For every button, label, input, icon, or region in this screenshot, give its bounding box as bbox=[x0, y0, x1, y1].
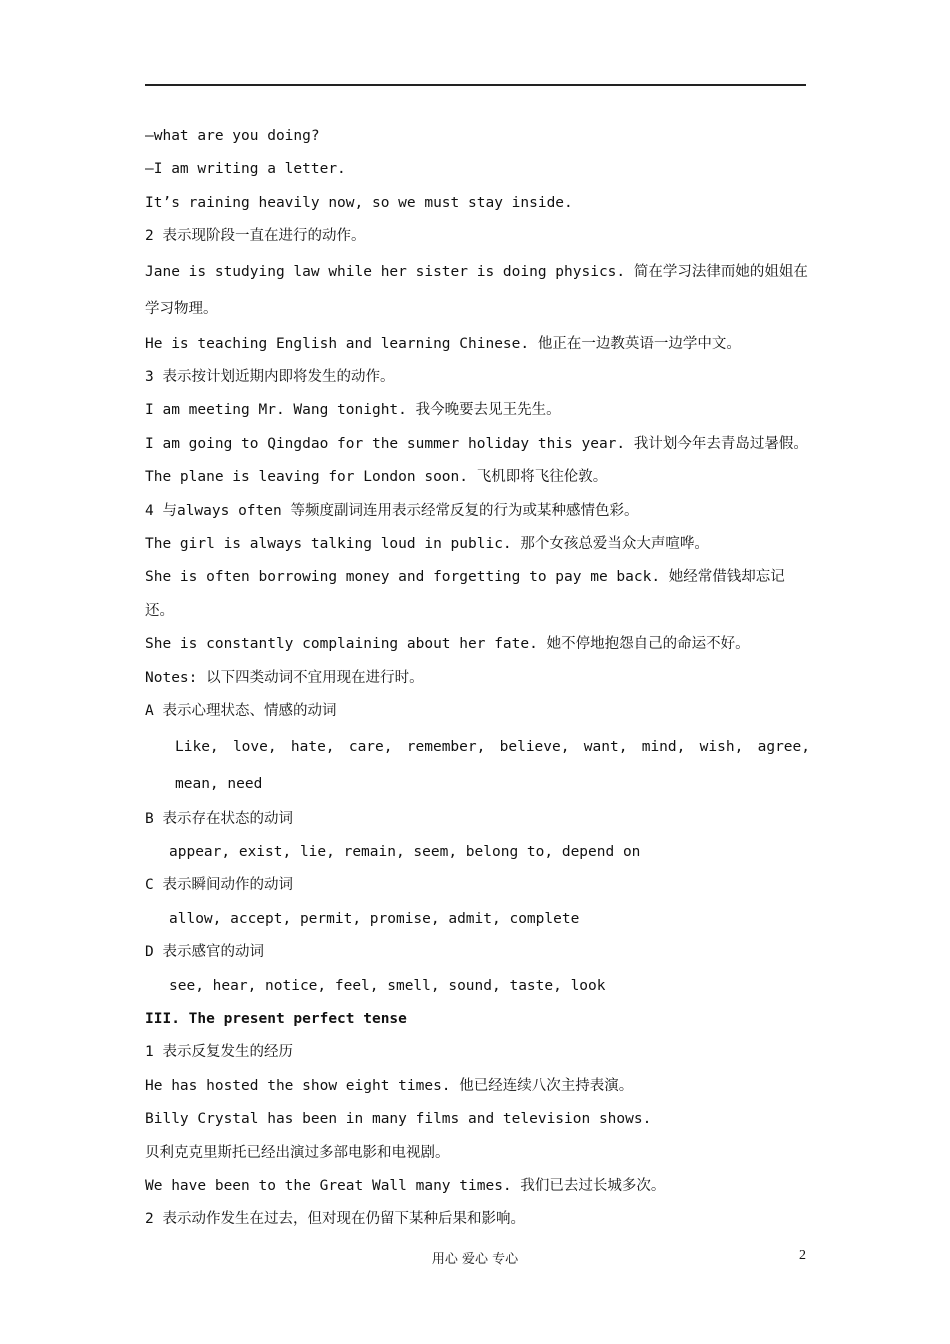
example-sentence: Billy Crystal has been in many films and television shows. bbox=[145, 1111, 652, 1128]
category-a-verbs: Like, love, hate, care, remember, believe, want, mind, wish, agree, mean, need bbox=[175, 738, 819, 792]
rule-heading-2: 2 表示现阶段一直在进行的动作。 bbox=[145, 228, 366, 245]
rule-heading-3: 3 表示按计划近期内即将发生的动作。 bbox=[145, 369, 395, 386]
example-sentence: He is teaching English and learning Chinese. 他正在一边教英语一边学中文。 bbox=[145, 335, 741, 352]
example-sentence: It’s raining heavily now, so we must stay inside. bbox=[145, 194, 573, 211]
example-sentence: I am going to Qingdao for the summer holiday this year. 我计划今年去青岛过暑假。 bbox=[145, 435, 808, 452]
rule-heading-2b: 2 表示动作发生在过去，但对现在仍留下某种后果和影响。 bbox=[145, 1211, 525, 1228]
example-sentence: He has hosted the show eight times. 他已经连续八次主持表演。 bbox=[145, 1077, 634, 1094]
notes-heading: Notes: 以下四类动词不宜用现在进行时。 bbox=[145, 669, 424, 686]
example-sentence: The girl is always talking loud in public. 那个女孩总爱当众大声喧哗。 bbox=[145, 536, 709, 553]
category-c-verbs: allow, accept, permit, promise, admit, complete bbox=[169, 910, 580, 927]
page-number: 2 bbox=[799, 1248, 806, 1263]
header-rule bbox=[145, 84, 806, 86]
example-sentence: Jane is studying law while her sister is doing physics. 简在学习法律而她的姐姐在学习物理。 bbox=[145, 263, 808, 317]
dialogue-question: —what are you doing? bbox=[145, 128, 320, 144]
category-d-verbs: see, hear, notice, feel, smell, sound, taste, look bbox=[169, 977, 606, 994]
example-sentence: The plane is leaving for London soon. 飞机即将飞往伦敦。 bbox=[145, 469, 608, 486]
example-translation: 贝利克克里斯托已经出演过多部电影和电视剧。 bbox=[145, 1144, 450, 1161]
category-b-heading: B 表示存在状态的动词 bbox=[145, 810, 293, 827]
example-sentence: I am meeting Mr. Wang tonight. 我今晚要去见王先生。 bbox=[145, 402, 561, 419]
category-c-heading: C 表示瞬间动作的动词 bbox=[145, 877, 293, 894]
dialogue-answer: —I am writing a letter. bbox=[145, 161, 346, 178]
example-sentence: She is constantly complaining about her fate. 她不停地抱怨自己的命运不好。 bbox=[145, 636, 750, 653]
rule-heading-1: 1 表示反复发生的经历 bbox=[145, 1044, 293, 1061]
category-a-heading: A 表示心理状态、情感的动词 bbox=[145, 703, 337, 720]
rule-heading-4: 4 与always often 等频度副词连用表示经常反复的行为或某种感情色彩。 bbox=[145, 502, 639, 519]
example-sentence: She is often borrowing money and forgetting to pay me back. 她经常借钱却忘记还。 bbox=[145, 569, 785, 619]
category-d-heading: D 表示感官的动词 bbox=[145, 944, 264, 961]
example-sentence: We have been to the Great Wall many times. 我们已去过长城多次。 bbox=[145, 1177, 666, 1194]
footer-motto: 用心 爱心 专心 bbox=[431, 1252, 519, 1267]
category-b-verbs: appear, exist, lie, remain, seem, belong to, depend on bbox=[169, 843, 641, 860]
section-heading: III. The present perfect tense bbox=[145, 1010, 407, 1027]
document-body bbox=[145, 120, 819, 1237]
